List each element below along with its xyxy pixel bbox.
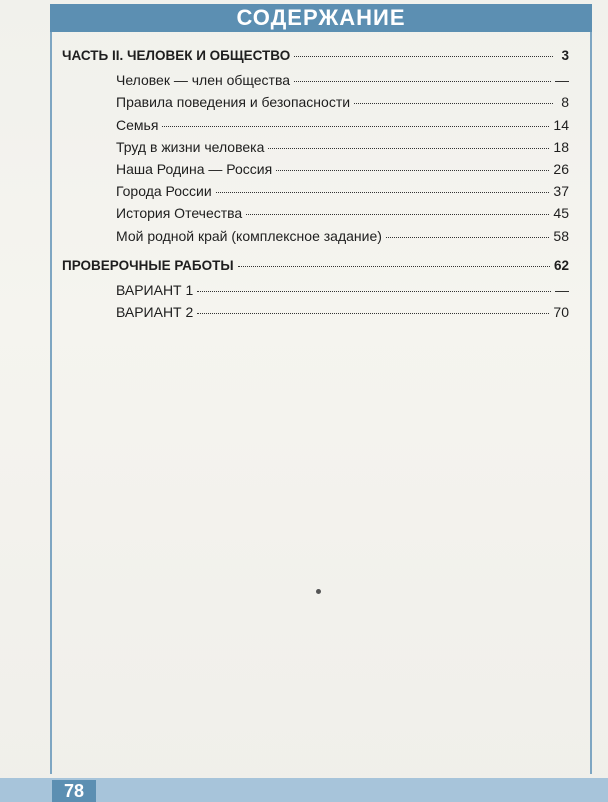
toc-page-number: 3 bbox=[561, 48, 569, 63]
toc-page-number: 70 bbox=[553, 304, 569, 320]
toc-leader-dots bbox=[294, 55, 553, 57]
toc-page-number: 18 bbox=[553, 139, 569, 155]
toc-entry bbox=[116, 94, 569, 112]
toc-entry bbox=[116, 304, 569, 322]
toc-entry bbox=[116, 161, 569, 179]
toc-leader-dots bbox=[162, 125, 549, 127]
toc-entry-label: Правила поведения и безопасности bbox=[116, 94, 351, 110]
toc-leader-dots bbox=[197, 290, 551, 292]
toc-entry-label: Человек — член общества bbox=[116, 72, 291, 88]
toc-leader-dots bbox=[216, 191, 550, 193]
toc-part-label: ПРОВЕРОЧНЫЕ РАБОТЫ bbox=[62, 258, 234, 273]
toc-page-number: 58 bbox=[553, 228, 569, 244]
toc-leader-dots bbox=[238, 265, 550, 267]
toc-leader-dots bbox=[276, 169, 549, 171]
toc-part-1 bbox=[62, 48, 569, 66]
toc-page-number: 37 bbox=[553, 183, 569, 199]
title-banner bbox=[50, 4, 592, 32]
toc-page-number: 62 bbox=[553, 258, 569, 273]
toc-entry-label: ВАРИАНТ 2 bbox=[116, 304, 194, 320]
toc-entry-label: История Отечества bbox=[116, 205, 243, 221]
toc-entry bbox=[116, 117, 569, 135]
page-title: СОДЕРЖАНИЕ bbox=[236, 5, 406, 30]
toc-entry bbox=[116, 72, 569, 90]
toc-leader-dots bbox=[354, 102, 553, 104]
toc-leader-dots bbox=[246, 213, 549, 215]
toc-leader-dots bbox=[294, 80, 551, 82]
toc-leader-dots bbox=[268, 147, 549, 149]
toc-page-number: 26 bbox=[553, 161, 569, 177]
toc-entry bbox=[116, 282, 569, 300]
toc-entry-label: Наша Родина — Россия bbox=[116, 161, 273, 177]
page-number-badge bbox=[52, 780, 96, 802]
toc-entry-label: Труд в жизни человека bbox=[116, 139, 265, 155]
toc-page-number: — bbox=[555, 72, 569, 88]
toc-entry bbox=[116, 228, 569, 246]
toc-leader-dots bbox=[197, 312, 549, 314]
toc-page-number: 8 bbox=[561, 94, 569, 110]
toc-page-number: 14 bbox=[553, 117, 569, 133]
print-smudge bbox=[316, 589, 321, 594]
toc-page-number: — bbox=[555, 282, 569, 298]
toc-entry bbox=[116, 205, 569, 223]
toc-page-number: 45 bbox=[553, 205, 569, 221]
toc-entry bbox=[116, 183, 569, 201]
toc-entry-label: Семья bbox=[116, 117, 159, 133]
page-number: 78 bbox=[63, 780, 85, 801]
toc-entry-label: ВАРИАНТ 1 bbox=[116, 282, 194, 298]
toc-entry-label: Города России bbox=[116, 183, 212, 199]
toc-entry bbox=[116, 139, 569, 157]
toc-part-label: ЧАСТЬ II. ЧЕЛОВЕК И ОБЩЕСТВО bbox=[62, 48, 291, 63]
toc-part-2 bbox=[62, 258, 569, 276]
toc-leader-dots bbox=[386, 236, 550, 238]
toc-entry-label: Мой родной край (комплексное задание) bbox=[116, 228, 382, 244]
